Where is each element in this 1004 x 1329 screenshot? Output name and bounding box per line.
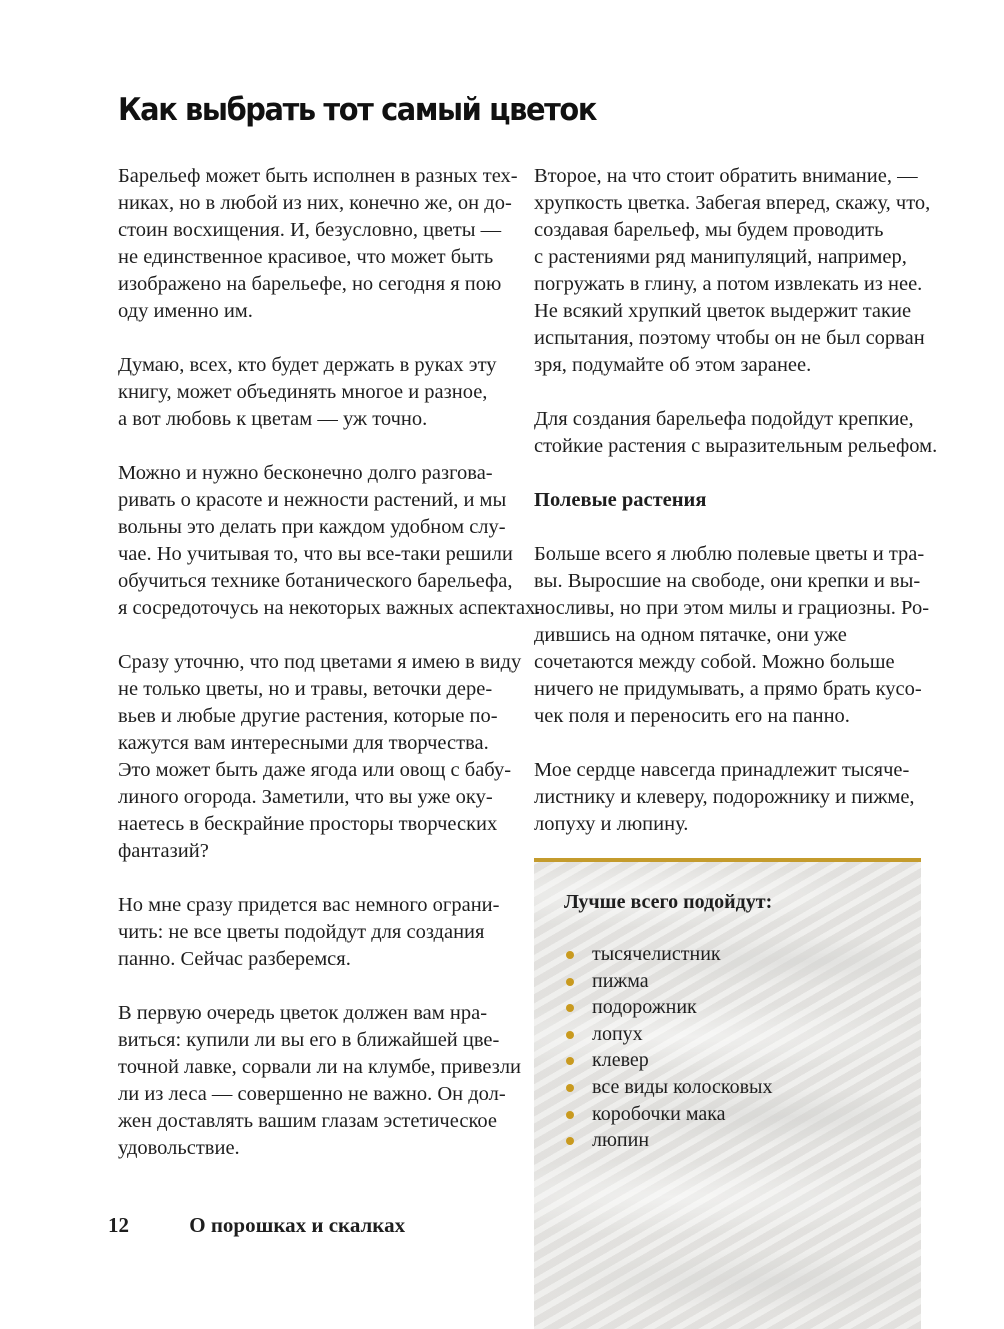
text-line: стойкие растения с выразительным рельефом.	[534, 435, 938, 457]
text-line: чить: не все цветы подойдут для создания	[118, 921, 485, 943]
text-line: не только цветы, но и травы, веточки дере-	[118, 678, 493, 700]
text-line: Думаю, всех, кто будет держать в руках эту	[118, 354, 497, 376]
sidebar-title: Лучше всего подойдут:	[564, 891, 773, 913]
text-line: хрупкость цветка. Забегая вперед, скажу, что,	[534, 192, 931, 214]
text-line: ничего не придумывать, а прямо брать кусо-	[534, 678, 922, 700]
text-line: точной лавке, сорвали ли на клумбе, привезли	[118, 1056, 522, 1078]
list-item-label: коробочки мака	[592, 1102, 726, 1125]
text-line: ривать о красоте и нежности растений, и мы	[118, 489, 507, 511]
list-item	[564, 1101, 772, 1128]
text-line: виться: купили ли вы его в ближайшей цве-	[118, 1029, 500, 1051]
bullet-icon	[566, 1137, 574, 1145]
text-line: кажутся вам интересными для творчества.	[118, 732, 489, 754]
left-column	[118, 163, 541, 1189]
list-item-label: пижма	[592, 969, 649, 992]
text-line: В первую очередь цветок должен вам нра-	[118, 1002, 488, 1024]
text-line: не единственное красивое, что может быть	[118, 246, 494, 268]
text-line: никах, но в любой из них, конечно же, он до-	[118, 192, 512, 214]
list-item	[564, 1021, 772, 1048]
bullet-icon	[566, 1031, 574, 1039]
text-line: создавая барельеф, мы будем проводить	[534, 219, 884, 241]
list-item-label: лопух	[592, 1022, 643, 1045]
text-line: с растениями ряд манипуляций, например,	[534, 246, 907, 268]
text-line: стоин восхищения. И, безусловно, цветы —	[118, 219, 502, 241]
sidebar-box	[534, 858, 921, 1329]
text-line: Для создания барельефа подойдут крепкие,	[534, 408, 914, 430]
text-line: ли из леса — совершенно не важно. Он дол-	[118, 1083, 506, 1105]
text-line: Это может быть даже ягода или овощ с бабу-	[118, 759, 512, 781]
section-subheading: Полевые растения	[534, 489, 707, 511]
paragraph	[118, 352, 513, 433]
text-line: оду именно им.	[118, 300, 253, 322]
text-line: дившись на одном пятачке, они уже	[534, 624, 847, 646]
list-item	[564, 941, 772, 968]
paragraph	[118, 1000, 522, 1162]
text-line: Больше всего я люблю полевые цветы и тра-	[534, 543, 925, 565]
text-line: линого огорода. Заметили, что вы уже оку-	[118, 786, 493, 808]
bullet-icon	[566, 1004, 574, 1012]
paragraph	[118, 163, 518, 325]
text-line: удовольствие.	[118, 1137, 240, 1159]
list-item	[564, 1047, 772, 1074]
sidebar-list	[564, 941, 772, 1154]
text-line: Мое сердце навсегда принадлежит тысяче-	[534, 759, 910, 781]
text-line: книгу, может объединять многое и разное,	[118, 381, 488, 403]
text-line: зря, подумайте об этом заранее.	[534, 354, 812, 376]
right-column	[534, 163, 938, 865]
text-line: Не всякий хрупкий цветок выдержит такие	[534, 300, 912, 322]
text-line: обучиться технике ботанического барельефа,	[118, 570, 513, 592]
text-line: жен доставлять вашим глазам эстетическое	[118, 1110, 497, 1132]
bullet-icon	[566, 1111, 574, 1119]
text-line: Барельеф может быть исполнен в разных тех-	[118, 165, 518, 187]
text-line: фантазий?	[118, 840, 209, 862]
text-line: носливы, но при этом милы и грациозны. Ро-	[534, 597, 930, 619]
page-title: Как выбрать тот самый цветок	[118, 92, 597, 128]
text-line: наетесь в бескрайние просторы творческих	[118, 813, 498, 835]
list-item-label: клевер	[592, 1049, 649, 1072]
text-line: изображено на барельефе, но сегодня я пою	[118, 273, 502, 295]
text-line: а вот любовь к цветам — уж точно.	[118, 408, 428, 430]
list-item-label: люпин	[592, 1129, 650, 1152]
paragraph	[534, 163, 929, 379]
text-line: вольны это делать при каждом удобном слу-	[118, 516, 506, 538]
text-line: чае. Но учитывая то, что вы все-таки решили	[118, 543, 513, 565]
text-line: листнику и клеверу, подорожнику и пижме,	[534, 786, 915, 808]
paragraph	[534, 757, 929, 838]
list-item	[564, 1127, 772, 1154]
list-item	[564, 968, 772, 995]
paragraph	[118, 892, 513, 973]
text-line: панно. Сейчас разберемся.	[118, 948, 351, 970]
text-line: Сразу уточню, что под цветами я имею в виду	[118, 651, 522, 673]
bullet-icon	[566, 1084, 574, 1092]
text-line: Второе, на что стоит обратить внимание, —	[534, 165, 918, 187]
list-item-label: подорожник	[592, 996, 697, 1019]
sidebar-top-rule	[534, 858, 921, 862]
text-line: испытания, поэтому чтобы он не был сорван	[534, 327, 925, 349]
bullet-icon	[566, 978, 574, 986]
list-item-label: тысячелистник	[592, 943, 721, 965]
text-line: чек поля и переносить его на панно.	[534, 705, 850, 727]
text-line: вы. Выросшие на свободе, они крепки и вы-	[534, 570, 921, 592]
list-item-label: все виды колосковых	[592, 1075, 773, 1098]
paragraph	[534, 541, 929, 730]
page-number: 12	[108, 1213, 129, 1237]
bullet-icon	[566, 951, 574, 959]
list-item	[564, 1074, 772, 1101]
text-line: Можно и нужно бесконечно долго разгова-	[118, 462, 493, 484]
paragraph	[118, 649, 522, 865]
text-line: вьев и любые другие растения, которые по-	[118, 705, 498, 727]
section-title: О порошках и скалках	[189, 1213, 406, 1237]
paragraph	[534, 406, 938, 460]
text-line: Но мне сразу придется вас немного ограни-	[118, 894, 500, 916]
paragraph	[118, 460, 541, 622]
bullet-icon	[566, 1057, 574, 1065]
list-item	[564, 994, 772, 1021]
text-line: сочетаются между собой. Можно больше	[534, 651, 895, 673]
text-line: я сосредоточусь на некоторых важных аспектах.	[118, 597, 541, 619]
text-line: лопуху и люпину.	[534, 813, 689, 835]
page-footer	[108, 1213, 405, 1238]
text-line: погружать в глину, а потом извлекать из нее.	[534, 273, 923, 295]
